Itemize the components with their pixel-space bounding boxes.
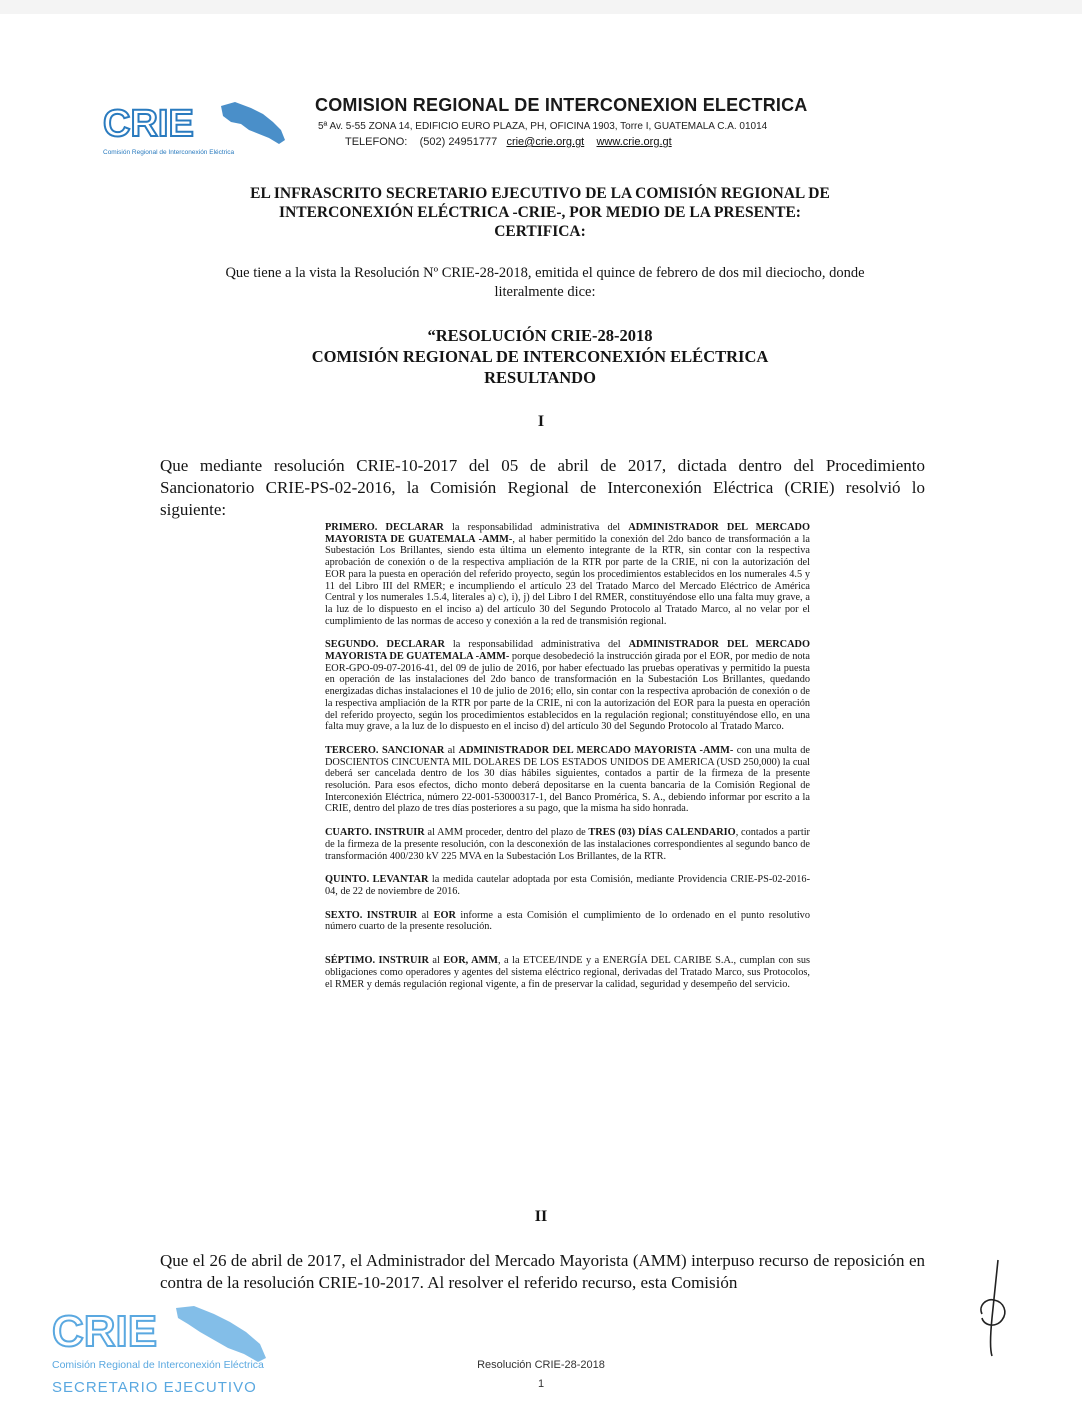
resolution-title-line: “RESOLUCIÓN CRIE-28-2018 bbox=[427, 326, 653, 345]
section-ii-paragraph: Que el 26 de abril de 2017, el Administrador del Mercado Mayorista (AMM) interpuso recurso de reposición en contra de la resolución CRIE-10-2017. Al resolver el referido recurso, esta Comisión bbox=[160, 1251, 925, 1292]
resolution-title bbox=[180, 325, 900, 388]
section-numeral-i: I bbox=[537, 413, 545, 430]
website-link[interactable]: www.crie.org.gt bbox=[596, 136, 672, 148]
resolution-title-line: COMISIÓN REGIONAL DE INTERCONEXIÓN ELÉCTRICA bbox=[311, 347, 769, 366]
logo-subtitle: Comisión Regional de Interconexión Eléctrica bbox=[103, 149, 235, 156]
certification-line: INTERCONEXIÓN ELÉCTRICA -CRIE-, POR MEDIO DE LA PRESENTE: bbox=[279, 204, 801, 221]
logo-text: CRIE bbox=[103, 103, 194, 145]
handwritten-signature bbox=[968, 1258, 1018, 1358]
stamp-logo-text: CRIE bbox=[52, 1307, 158, 1356]
central-america-map-icon bbox=[176, 1306, 266, 1362]
stamp-role: SECRETARIO EJECUTIVO bbox=[52, 1379, 257, 1396]
certification-line: EL INFRASCRITO SECRETARIO EJECUTIVO DE LA COMISIÓN REGIONAL DE bbox=[250, 185, 830, 202]
scan-edge bbox=[0, 0, 1082, 14]
organization-address: 5ª Av. 5-55 ZONA 14, EDIFICIO EURO PLAZA, PH, OFICINA 1903, Torre I, GUATEMALA C.A. 01014 bbox=[318, 121, 768, 132]
resolution-title-line: RESULTANDO bbox=[484, 368, 596, 387]
organization-contact bbox=[345, 136, 672, 148]
phone-number: (502) 24951777 bbox=[419, 136, 498, 148]
resolutive-point: PRIMERO. DECLARAR la responsabilidad administrativa del ADMINISTRADOR DEL MERCADO MAYORISTA DE GUATEMALA -AMM-, al haber permitido la conexión del 2do banco de transformación a la Subestación Los Brillantes, siendo esta última un elemento integrante de la RTR, sin contar con la respectiva aprobación de conexión o de la respectiva ampliación de la RTR por parte de la CRIE, ni con la autorización del EOR para la puesta en operación del referido proyecto, según los procedimientos establecidos en los numerales 4.5 y 11 del Libro III del RMER; e incumpliendo el artículo 23 del Tratado Marco del Mercado Eléctrico de América Central y los numerales 1.5.4, literales a) c), i), j) del Libro I del RMER, constituyéndose ello una falta muy grave, a la luz de lo dispuesto en el inciso a) del artículo 30 del Segundo Protocolo al Tratado Marco, al no velar por el cumplimiento de las normas de acceso y conexión a la red de transmisión regional. bbox=[325, 522, 810, 627]
resolutive-point: SEGUNDO. DECLARAR la responsabilidad administrativa del ADMINISTRADOR DEL MERCADO MAYORISTA DE GUATEMALA -AMM- porque desobedeció la instrucción girada por el EOR, por medio de nota EOR-GPO-09-07-2016-41, del 09 de julio de 2016, por haber efectuado las pruebas operativas y permitido la puesta en operación de las instalaciones del 2do banco de transformación en la Subestación Los Brillantes, quedando energizadas dichas instalaciones el 10 de julio de 2016; ello, sin contar con la respectiva aprobación de conexión o de la respectiva ampliación de la RTR por parte de la CRIE, ni con la autorización del EOR para la puesta en operación del referido proyecto, según los procedimientos establecidos en la regulación regional; constituyéndose ello, en una falta muy grave, a la luz de lo dispuesto en el inciso d) del artículo 30 del Segundo Protocolo al Tratado Marco. bbox=[325, 639, 810, 733]
resolutive-point: QUINTO. LEVANTAR la medida cautelar adoptada por esta Comisión, mediante Providencia CRIE-PS-02-2016-04, de 22 de noviembre de 2016. bbox=[325, 874, 810, 897]
secretary-stamp bbox=[48, 1302, 288, 1398]
certification-line: CERTIFICA: bbox=[494, 223, 586, 240]
email-link[interactable]: crie@crie.org.gt bbox=[506, 136, 585, 148]
footer-document-name: Resolución CRIE-28-2018 bbox=[477, 1359, 605, 1371]
certification-heading bbox=[180, 184, 900, 241]
page-number: 1 bbox=[537, 1378, 545, 1390]
resolutive-points bbox=[325, 522, 810, 1002]
resolutive-point: TERCERO. SANCIONAR al ADMINISTRADOR DEL MERCADO MAYORISTA -AMM- con una multa de DOSCIENTOS CINCUENTA MIL DOLARES DE LOS ESTADOS UNIDOS DE AMERICA (USD 250,000) la cual deberá ser cancelada dentro de los 30 días hábiles siguientes, contados a partir de la firmeza de la presente resolución. Para esos efectos, dicho monto deberá depositarse en la cuenta bancaria de la Comisión Regional de Interconexión Eléctrica, número 22-001-53000317-1, del Banco Promérica, S. A., debiendo informar por escrito a la CRIE, dentro del plazo de tres días posteriores a su pago, que la misma ha sido honrada. bbox=[325, 744, 810, 815]
phone-label: TELEFONO: bbox=[345, 136, 408, 148]
section-numeral-ii: II bbox=[534, 1208, 548, 1225]
central-america-map-icon bbox=[221, 102, 285, 144]
resolutive-point: SÉPTIMO. INSTRUIR al EOR, AMM, a la ETCEE/INDE y a ENERGÍA DEL CARIBE S.A., cumplan con sus obligaciones como operadores y agentes del sistema eléctrico regional, derivadas del Tratado Marco, sus Protocolos, el RMER y demás regulación regional vigente, a fin de preservar la calidad, seguridad y desempeño del servicio. bbox=[325, 955, 810, 990]
intro-line: literalmente dice: bbox=[494, 284, 596, 300]
resolutive-point: CUARTO. INSTRUIR al AMM proceder, dentro del plazo de TRES (03) DÍAS CALENDARIO, contados a partir de la firmeza de la presente resolución, con la desconexión de las instalaciones correspondientes al segundo banco de transformación 400/230 kV 225 MVA en la Subestación Los Brillantes, de la RTR. bbox=[325, 827, 810, 862]
intro-paragraph bbox=[150, 264, 940, 302]
resolutive-point: SEXTO. INSTRUIR al EOR informe a esta Comisión el cumplimiento de lo ordenado en el punto resolutivo número cuarto de la presente resolución. bbox=[325, 909, 810, 933]
organization-name: COMISION REGIONAL DE INTERCONEXION ELECTRICA bbox=[315, 95, 808, 115]
intro-line: Que tiene a la vista la Resolución Nº CRIE-28-2018, emitida el quince de febrero de dos mil dieciocho, donde bbox=[225, 265, 865, 281]
crie-logo bbox=[103, 100, 293, 160]
stamp-subtitle: Comisión Regional de Interconexión Eléctrica bbox=[52, 1359, 264, 1371]
section-i-paragraph: Que mediante resolución CRIE-10-2017 del 05 de abril de 2017, dictada dentro del Procedimiento Sancionatorio CRIE-PS-02-2016, la Comisión Regional de Interconexión Eléctrica (CRIE) resolvió lo siguiente: bbox=[160, 456, 925, 519]
